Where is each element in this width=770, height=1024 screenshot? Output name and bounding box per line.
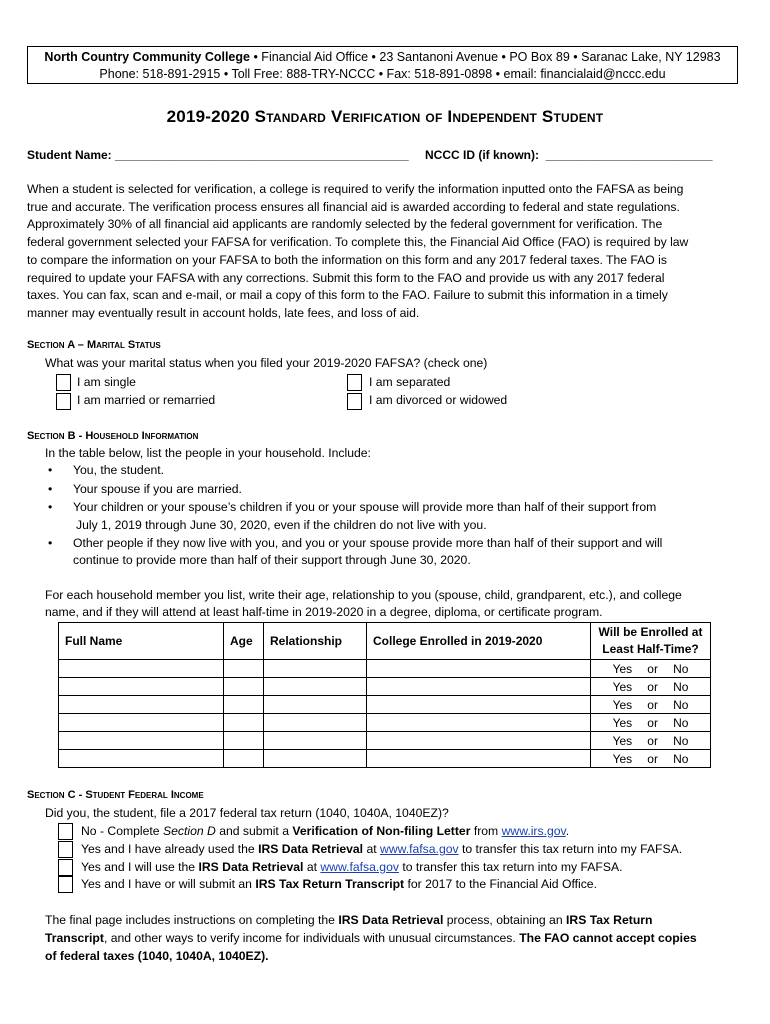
option-married-label: I am married or remarried	[77, 393, 216, 407]
checkbox-tax-transcript[interactable]	[58, 876, 73, 893]
table-row	[59, 660, 711, 678]
marital-status-question: What was your marital status when you filed your 2019-2020 FAFSA? (check one)	[45, 356, 488, 370]
full-name-cell[interactable]	[59, 750, 224, 768]
intro-line: When a student is selected for verification, a college is required to verify the information inputted onto the FAFSA as being	[27, 182, 684, 196]
option-will-use-drt: Yes and I will use the IRS Data Retrieval at www.fafsa.gov to transfer this tax return into my FAFSA.	[81, 860, 623, 874]
table-row	[59, 732, 711, 750]
or-text: or	[647, 679, 658, 694]
section-a-heading: Section A – Marital Status	[27, 339, 161, 351]
household-intro	[45, 446, 371, 460]
checkbox-divorced[interactable]	[347, 393, 362, 410]
or-text: or	[647, 661, 658, 676]
yes-option[interactable]: Yes	[612, 751, 633, 766]
yes-option[interactable]: Yes	[612, 679, 633, 694]
table-row	[59, 678, 711, 696]
checkbox-used-drt[interactable]	[58, 841, 73, 858]
option-separated-label: I am separated	[369, 375, 451, 389]
col-relationship: Relationship	[264, 623, 367, 660]
intro-line: manner may eventually result in account holds, late fees, and loss of aid.	[27, 305, 420, 320]
option-no-tax-return: No - Complete Section D and submit a Verification of Non-filing Letter from www.irs.gov.	[81, 824, 570, 838]
age-cell[interactable]	[224, 750, 264, 768]
relationship-cell[interactable]	[264, 714, 367, 732]
half-time-cell[interactable]	[591, 696, 711, 714]
yes-option[interactable]: Yes	[612, 697, 633, 712]
bullet-continuation: continue to provide more than half of their support through June 30, 2020.	[73, 553, 471, 567]
checkbox-married[interactable]	[56, 393, 71, 410]
checkbox-no-tax-return[interactable]	[58, 823, 73, 840]
option-used-drt: Yes and I have already used the IRS Data Retrieval at www.fafsa.gov to transfer this tax return into my FAFSA.	[81, 842, 683, 856]
yes-option[interactable]: Yes	[612, 733, 633, 748]
checkbox-separated[interactable]	[347, 374, 362, 391]
checkbox-single[interactable]	[56, 374, 71, 391]
checkbox-will-use-drt[interactable]	[58, 859, 73, 876]
household-intro-include: . Include:	[321, 446, 371, 460]
bullet-text: Your children or your spouse’s children if you or your spouse will provide more than half of their support from	[73, 500, 657, 514]
no-option[interactable]: No	[673, 679, 689, 694]
age-cell[interactable]	[224, 732, 264, 750]
college-contact-header	[27, 46, 738, 84]
college-cell[interactable]	[367, 696, 591, 714]
footer-line: The final page includes instructions on completing the IRS Data Retrieval process, obtaining an IRS Tax Return	[45, 913, 653, 927]
age-cell[interactable]	[224, 696, 264, 714]
college-cell[interactable]	[367, 660, 591, 678]
full-name-cell[interactable]	[59, 660, 224, 678]
table-header-row	[59, 623, 711, 660]
bullet-continuation: July 1, 2019 through June 30, 2020, even if the children do not live with you.	[76, 518, 487, 532]
section-b-heading: Section B - Household Information	[27, 430, 199, 442]
half-time-cell[interactable]	[591, 732, 711, 750]
household-table	[58, 622, 711, 768]
half-time-cell[interactable]	[591, 660, 711, 678]
col-age: Age	[224, 623, 264, 660]
full-name-cell[interactable]	[59, 696, 224, 714]
intro-line: taxes. You can fax, scan and e-mail, or mail a copy of this form to the FAO. Failure to submit this information in a timely	[27, 288, 668, 303]
half-time-cell[interactable]	[591, 678, 711, 696]
no-option[interactable]: No	[673, 715, 689, 730]
intro-line: Approximately 30% of all financial aid applicants are randomly selected by the federal government for verification. The	[27, 217, 663, 232]
half-time-cell[interactable]	[591, 750, 711, 768]
col-enrolled-half-time	[591, 623, 711, 660]
tax-return-question: Did you, the student, file a 2017 federal tax return (1040, 1040A, 1040EZ)?	[45, 806, 449, 820]
relationship-cell[interactable]	[264, 696, 367, 714]
intro-line: required to update your FAFSA with any corrections. Submit this form to the FAO and provide us with any 2017 federal	[27, 270, 665, 285]
student-name-field[interactable]: Student Name: ____________________________________________	[27, 148, 409, 162]
no-option[interactable]: No	[673, 697, 689, 712]
full-name-cell[interactable]	[59, 732, 224, 750]
full-name-cell[interactable]	[59, 678, 224, 696]
nccc-id-field[interactable]: NCCC ID (if known): _________________________	[425, 148, 713, 162]
fafsa-link[interactable]: www.fafsa.gov	[380, 842, 459, 856]
no-option[interactable]: No	[673, 751, 689, 766]
verification-form-page: North Country Community College • Financial Aid Office • 23 Santanoni Avenue • PO Box 89 • Saranac Lake, NY 12983 Phone: 518-891-2915 • Toll Free: 888-TRY-NCCC • Fax: 518-891-0898 • email: financialaid@nccc.edu 2019-2020 Standard Verification of Independent Student Student Name: ____________________________________________ NCCC ID (if known): _________________________ When a student is selected for verification, a college is required to verify the information inputted onto the FAFSA as being true and accurate. The verification process ensures all financial aid is awarded according to federal and state regulations. Approximately 30% of all financial aid applicants are randomly selected by the federal government for verification. The federal government selected your FAFSA for verification. To complete this, the Financial Aid Office (FAO) is required by law to compare the information on your FAFSA to both the information on this form and any 2017 federal taxes. The FAO is required to update your FAFSA with any corrections. Submit this form to the FAO and provide us with any 2017 federal taxes. You can fax, scan and e-mail, or mail a copy of this form to the FAO. Failure to submit this information in a timely manner may eventually result in account holds, late fees, and loss of aid. Section A – Marital Status What was your marital status when you filed your 2019-2020 FAFSA? (check one) I am single I am married or remarried I am separated I am divorced or widowed Section B - Household Information In the table below, list the people in your household. Include: • You, the student. • Your spouse if you are married. • Your children or your spouse’s children if you or your spouse will provide more than half of their support from July 1, 2019 through June 30, 2020, even if the children do not live with you. • Other people if they now live with you, and you or your spouse provide more than half of their support and will continue to provide more than half of their support through June 30, 2020. For each household member you list, write their age, relationship to you (spouse, child, grandparent, etc.), and college name, and if they will attend at least half-time in 2019-2020 in a degree, diploma, or certificate program. Full Name Age Relationship College Enrolled in 2019-2020 Will be Enrolled at Least Half-Time? Yes or No Yes or No Yes or No Yes or No Yes or No Yes or No Section C - Student Federal Income Did you, the student, file a 2017 federal tax return (1040, 1040A, 1040EZ)? No - Complete Section D and submit a Verification of Non-filing Letter from www.irs.gov. Yes and I have already used the IRS Data Retrieval at www.fafsa.gov to transfer this tax return into my FAFSA. Yes and I will use the IRS Data Retrieval at www.fafsa.gov to transfer this tax return into my FAFSA. Yes and I have or will submit an IRS Tax Return Transcript for 2017 to the Financial Aid Office. The final page includes instructions on completing the IRS Data Retrieval process, obtaining an IRS Tax Return Transcript, and other ways to verify income for individuals with unusual circumstances. The FAO cannot accept copies of federal taxes (1040, 1040A, 1040EZ).	[0, 0, 770, 1024]
option-tax-transcript: Yes and I have or will submit an IRS Tax Return Transcript for 2017 to the Financial Aid Office.	[81, 877, 597, 891]
no-option[interactable]: No	[673, 661, 689, 676]
age-cell[interactable]	[224, 714, 264, 732]
college-cell[interactable]	[367, 750, 591, 768]
college-cell[interactable]	[367, 714, 591, 732]
bullet-text: Your spouse if you are married.	[73, 482, 242, 496]
full-name-cell[interactable]	[59, 714, 224, 732]
household-instructions-line: For each household member you list, write their age, relationship to you (spouse, child, grandparent, etc.), and college	[45, 588, 682, 602]
or-text: or	[647, 715, 658, 730]
relationship-cell[interactable]	[264, 678, 367, 696]
option-divorced-label: I am divorced or widowed	[369, 393, 508, 407]
form-title: 2019-2020 Standard Verification of Independent Student	[166, 107, 604, 126]
table-row	[59, 750, 711, 768]
household-instructions-line: name, and if they will attend at least half-time in 2019-2020 in a degree, diploma, or certificate program.	[45, 605, 603, 619]
yes-option[interactable]: Yes	[612, 715, 633, 730]
footer-line: Transcript, and other ways to verify income for individuals with unusual circumstances. The FAO cannot accept copies	[45, 931, 697, 945]
no-option[interactable]: No	[673, 733, 689, 748]
section-c-heading: Section C - Student Federal Income	[27, 789, 204, 801]
irs-link[interactable]: www.irs.gov	[501, 824, 566, 838]
intro-line: true and accurate. The verification process ensures all financial aid is awarded according to federal and state regulations.	[27, 199, 680, 214]
college-name: North Country Community College	[44, 50, 250, 64]
or-text: or	[647, 751, 658, 766]
office-address: • Financial Aid Office • 23 Santanoni Avenue • PO Box 89 • Saranac Lake, NY 12983	[249, 50, 721, 64]
footer-line: of federal taxes (1040, 1040A, 1040EZ).	[45, 949, 269, 963]
college-cell[interactable]	[367, 678, 591, 696]
half-time-cell[interactable]	[591, 714, 711, 732]
relationship-cell[interactable]	[264, 732, 367, 750]
col-enrolled-line2: Least Half-Time?	[602, 642, 699, 656]
relationship-cell[interactable]	[264, 660, 367, 678]
bullet-text: Other people if they now live with you, and you or your spouse provide more than half of their support and will	[73, 536, 663, 550]
col-college: College Enrolled in 2019-2020	[367, 623, 591, 660]
age-cell[interactable]	[224, 678, 264, 696]
contact-line: Phone: 518-891-2915 • Toll Free: 888-TRY-NCCC • Fax: 518-891-0898 • email: financialaid@nccc.edu	[99, 67, 666, 81]
relationship-cell[interactable]	[264, 750, 367, 768]
option-single-label: I am single	[77, 375, 136, 389]
bullet-text: You, the student.	[73, 463, 165, 477]
table-row	[59, 714, 711, 732]
col-full-name: Full Name	[59, 623, 224, 660]
or-text: or	[647, 697, 658, 712]
intro-line: federal government selected your FAFSA for verification. To complete this, the Financial Aid Office (FAO) is required by law	[27, 235, 689, 250]
intro-paragraph	[27, 181, 739, 323]
college-cell[interactable]	[367, 732, 591, 750]
col-enrolled-line1: Will be Enrolled at	[598, 625, 703, 639]
household-intro-text: In the table below, list the people in your household	[45, 446, 322, 460]
fafsa-link[interactable]: www.fafsa.gov	[320, 860, 399, 874]
table-row	[59, 696, 711, 714]
intro-line: to compare the information on your FAFSA to both the information on this form and any 2017 federal taxes. The FAO is	[27, 252, 667, 267]
or-text: or	[647, 733, 658, 748]
yes-option[interactable]: Yes	[612, 661, 633, 676]
age-cell[interactable]	[224, 660, 264, 678]
